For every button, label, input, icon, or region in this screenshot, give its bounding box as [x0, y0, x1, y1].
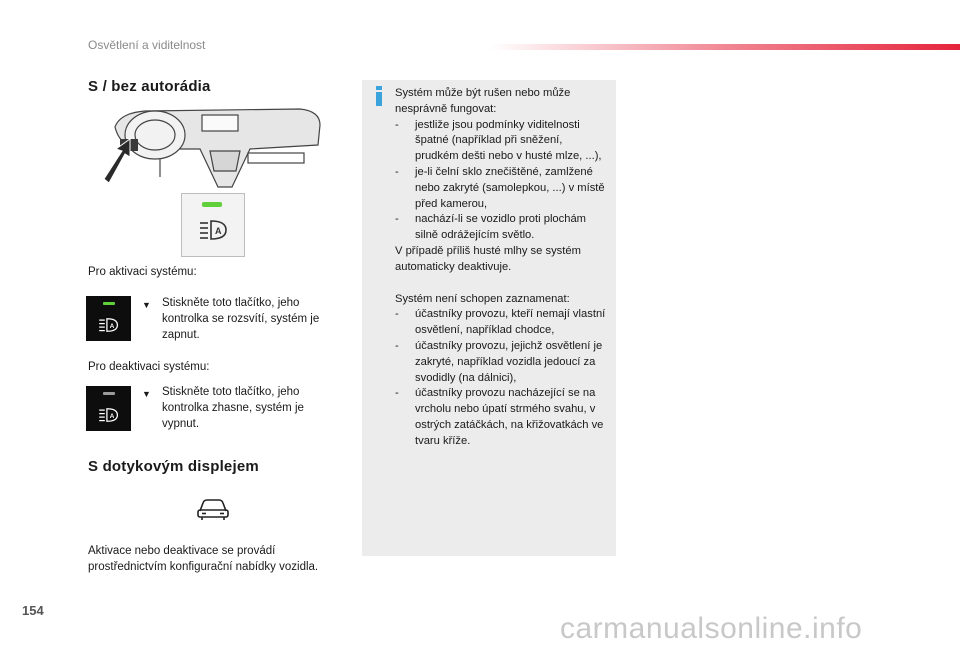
- list-item: - nachází-li se vozidlo proti plochám silně odrážejícím světlo.: [395, 213, 587, 242]
- triangle-bullet-icon: ▼: [142, 300, 151, 310]
- auto-high-beam-button-image: [181, 193, 245, 257]
- indicator-lamp-off: [103, 392, 115, 395]
- watermark: carmanualsonline.info: [560, 612, 863, 645]
- auto-high-beam-icon: [97, 318, 121, 332]
- button-off-image: [86, 386, 131, 431]
- section-title-radio: S / bez autorádia: [88, 78, 211, 95]
- indicator-lamp-on: [103, 302, 115, 305]
- car-outline-icon: [196, 497, 230, 521]
- section-title-touchscreen: S dotykovým displejem: [88, 458, 259, 475]
- list-item: - je-li čelní sklo znečištěné, zamlžené nebo zakryté (samolepkou, ...) v místě před kamerou,: [395, 165, 605, 210]
- activate-step: [142, 295, 338, 343]
- activate-label: Pro aktivaci systému:: [88, 266, 197, 278]
- header-accent-line: [490, 44, 960, 50]
- list-item: - účastníky provozu nacházející se na vrcholu nebo úpatí strmého svahu, v ostrých zatáčkách, na křižovatkách ve tvaru kříže.: [395, 387, 604, 447]
- svg-text:A: A: [109, 322, 115, 330]
- indicator-lamp-on: [202, 202, 222, 207]
- auto-high-beam-icon: [199, 220, 229, 240]
- info-intro: Systém může být rušen nebo může nesprávně fungovat:: [395, 87, 571, 115]
- list-item: - účastníky provozu, jejichž osvětlení je zakryté, například vozidla jedoucí za svodidly (na dálnici),: [395, 339, 603, 384]
- button-on-image: [86, 296, 131, 341]
- triangle-bullet-icon: ▼: [142, 389, 151, 399]
- deactivate-label: Pro deaktivaci systému:: [88, 361, 210, 373]
- touchscreen-text: Aktivace nebo deaktivace se provádí prostřednictvím konfigurační nabídky vozidla.: [88, 545, 319, 573]
- info-intro-2: Systém není schopen zaznamenat:: [395, 292, 570, 305]
- dashboard-illustration: [100, 105, 325, 190]
- section-header: Osvětlení a viditelnost: [88, 38, 206, 52]
- page-number: 154: [22, 603, 44, 618]
- list-item: - jestliže jsou podmínky viditelnosti špatné (například při sněžení, prudkém dešti nebo v husté mlze, ...),: [395, 118, 602, 163]
- info-panel: [362, 80, 616, 556]
- auto-high-beam-icon: [97, 408, 121, 422]
- deactivate-step: [142, 384, 338, 432]
- svg-text:A: A: [215, 226, 222, 236]
- list-item: - účastníky provozu, kteří nemají vlastní osvětlení, například chodce,: [395, 308, 606, 337]
- svg-text:A: A: [109, 412, 115, 420]
- info-icon: [376, 86, 382, 106]
- activate-step-text: Stiskněte toto tlačítko, jeho kontrolka se rozsvítí, systém je zapnut.: [162, 297, 320, 341]
- deactivate-step-text: Stiskněte toto tlačítko, jeho kontrolka zhasne, systém je vypnut.: [162, 386, 304, 430]
- fog-text: V případě příliš husté mlhy se systém automaticky deaktivuje.: [395, 244, 581, 273]
